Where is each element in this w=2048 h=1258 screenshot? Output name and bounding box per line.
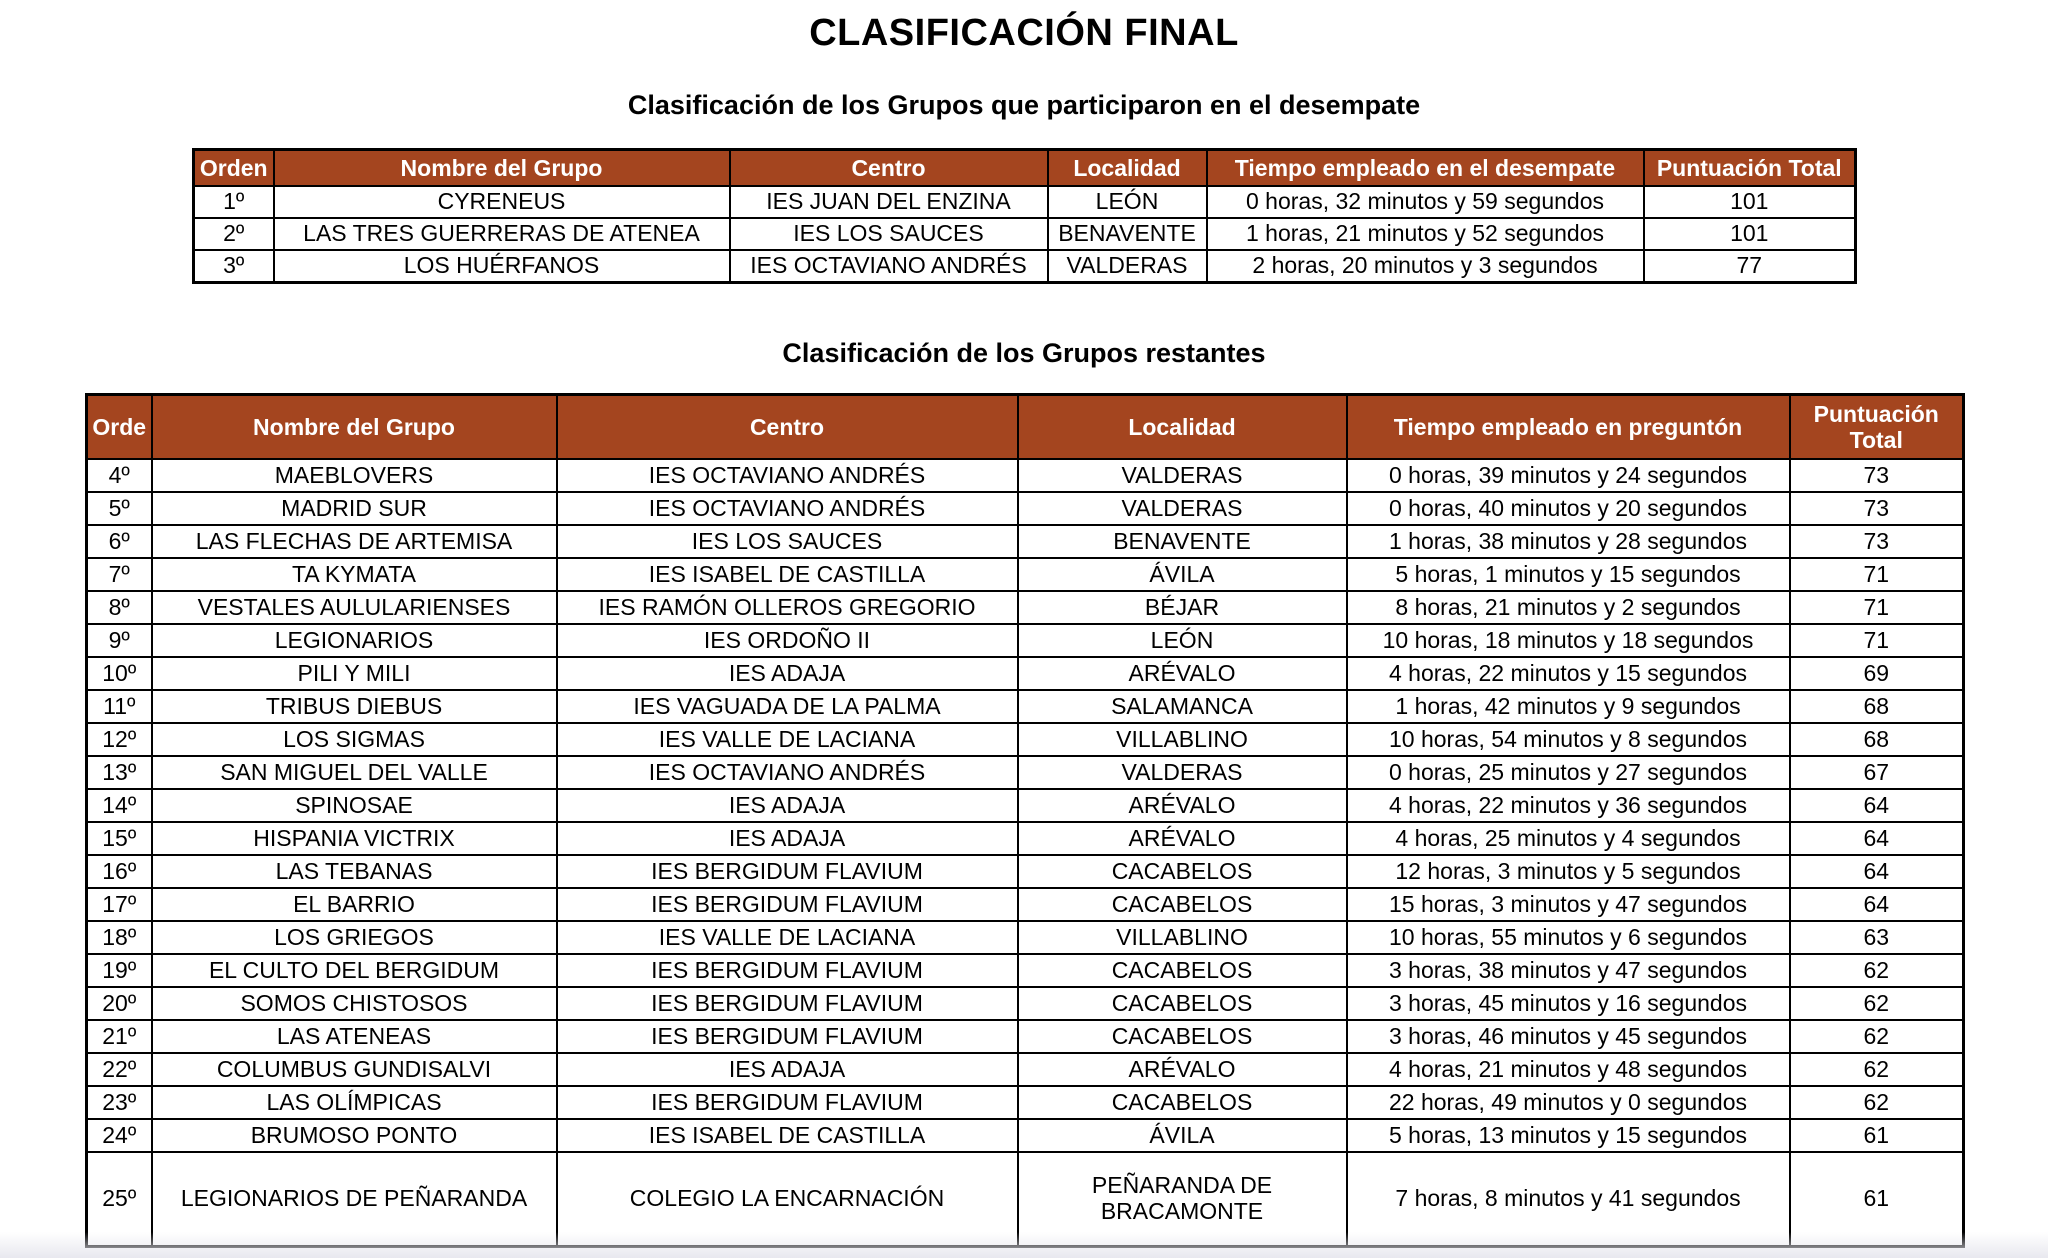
cell-puntuacion-total: 73 [1790, 525, 1964, 558]
cell-nombre-del-grupo: COLUMBUS GUNDISALVI [152, 1053, 557, 1086]
cell-puntuacion-total: 64 [1790, 888, 1964, 921]
cell-localidad: VALDERAS [1018, 756, 1347, 789]
cell-centro: IES BERGIDUM FLAVIUM [557, 888, 1018, 921]
cell-localidad: BÉJAR [1018, 591, 1347, 624]
table-row [87, 888, 1964, 921]
cell-orden: 11º [87, 690, 152, 723]
cell-localidad: ÁVILA [1018, 1119, 1347, 1152]
cell-orden: 21º [87, 1020, 152, 1053]
column-header-orden: Orden [194, 150, 274, 187]
cell-tiempo: 0 horas, 25 minutos y 27 segundos [1347, 756, 1790, 789]
tiebreak-results-table [192, 148, 1857, 284]
cell-centro: IES ORDOÑO II [557, 624, 1018, 657]
cell-puntuacion-total: 62 [1790, 1086, 1964, 1119]
cell-puntuacion-total: 64 [1790, 789, 1964, 822]
column-header-tiempo: Tiempo empleado en el desempate [1207, 150, 1644, 187]
cell-tiempo: 5 horas, 1 minutos y 15 segundos [1347, 558, 1790, 591]
cell-puntuacion-total: 71 [1790, 624, 1964, 657]
cell-puntuacion-total: 62 [1790, 954, 1964, 987]
cell-orden: 6º [87, 525, 152, 558]
cell-puntuacion-total: 101 [1644, 186, 1856, 218]
table-row [87, 921, 1964, 954]
cell-nombre-del-grupo: MADRID SUR [152, 492, 557, 525]
cell-localidad: ARÉVALO [1018, 789, 1347, 822]
table-row [87, 723, 1964, 756]
cell-orden: 12º [87, 723, 152, 756]
cell-puntuacion-total: 64 [1790, 822, 1964, 855]
cell-tiempo: 0 horas, 40 minutos y 20 segundos [1347, 492, 1790, 525]
cell-centro: IES JUAN DEL ENZINA [730, 186, 1048, 218]
cell-nombre-del-grupo: VESTALES AULULARIENSES [152, 591, 557, 624]
cell-tiempo: 10 horas, 18 minutos y 18 segundos [1347, 624, 1790, 657]
cell-localidad: ARÉVALO [1018, 822, 1347, 855]
cell-localidad: LEÓN [1018, 624, 1347, 657]
cell-nombre-del-grupo: TA KYMATA [152, 558, 557, 591]
cell-nombre-del-grupo: LAS TRES GUERRERAS DE ATENEA [274, 218, 730, 250]
table-row [87, 855, 1964, 888]
cell-puntuacion-total: 63 [1790, 921, 1964, 954]
table-row [87, 459, 1964, 492]
cell-tiempo: 12 horas, 3 minutos y 5 segundos [1347, 855, 1790, 888]
cell-centro: IES BERGIDUM FLAVIUM [557, 954, 1018, 987]
cell-puntuacion-total: 67 [1790, 756, 1964, 789]
cell-nombre-del-grupo: MAEBLOVERS [152, 459, 557, 492]
cell-tiempo: 0 horas, 32 minutos y 59 segundos [1207, 186, 1644, 218]
cell-orden: 23º [87, 1086, 152, 1119]
cell-orden: 17º [87, 888, 152, 921]
column-header-centro: Centro [730, 150, 1048, 187]
cell-nombre-del-grupo: LEGIONARIOS DE PEÑARANDA [152, 1152, 557, 1247]
table-row [87, 591, 1964, 624]
cell-localidad: VALDERAS [1018, 459, 1347, 492]
cell-tiempo: 10 horas, 54 minutos y 8 segundos [1347, 723, 1790, 756]
cell-nombre-del-grupo: EL BARRIO [152, 888, 557, 921]
cell-puntuacion-total: 73 [1790, 492, 1964, 525]
cell-localidad: ARÉVALO [1018, 1053, 1347, 1086]
table-row [87, 690, 1964, 723]
cell-orden: 13º [87, 756, 152, 789]
cell-centro: IES OCTAVIANO ANDRÉS [557, 756, 1018, 789]
cell-nombre-del-grupo: CYRENEUS [274, 186, 730, 218]
cell-puntuacion-total: 71 [1790, 558, 1964, 591]
cell-orden: 19º [87, 954, 152, 987]
remaining-results-table [85, 393, 1965, 1248]
cell-nombre-del-grupo: LAS TEBANAS [152, 855, 557, 888]
cell-centro: IES BERGIDUM FLAVIUM [557, 855, 1018, 888]
cell-localidad: PEÑARANDA DE BRACAMONTE [1018, 1152, 1347, 1247]
column-header-nombre-del-grupo: Nombre del Grupo [274, 150, 730, 187]
cell-orden: 10º [87, 657, 152, 690]
cell-orden: 25º [87, 1152, 152, 1247]
cell-localidad: CACABELOS [1018, 954, 1347, 987]
table-row [87, 1086, 1964, 1119]
cell-puntuacion-total: 62 [1790, 1020, 1964, 1053]
cell-localidad: ARÉVALO [1018, 657, 1347, 690]
remaining-section-subtitle: Clasificación de los Grupos restantes [782, 338, 1266, 368]
cell-localidad: VILLABLINO [1018, 723, 1347, 756]
cell-centro: IES VALLE DE LACIANA [557, 723, 1018, 756]
cell-tiempo: 8 horas, 21 minutos y 2 segundos [1347, 591, 1790, 624]
cell-nombre-del-grupo: LEGIONARIOS [152, 624, 557, 657]
cell-tiempo: 1 horas, 21 minutos y 52 segundos [1207, 218, 1644, 250]
table-row [87, 789, 1964, 822]
cell-orden: 4º [87, 459, 152, 492]
header-row [194, 150, 1856, 187]
cell-centro: IES ADAJA [557, 1053, 1018, 1086]
cell-localidad: CACABELOS [1018, 855, 1347, 888]
cell-centro: IES OCTAVIANO ANDRÉS [730, 250, 1048, 283]
table-row [87, 1119, 1964, 1152]
cell-localidad: VILLABLINO [1018, 921, 1347, 954]
table-row [194, 218, 1856, 250]
cell-nombre-del-grupo: SOMOS CHISTOSOS [152, 987, 557, 1020]
cell-orden: 3º [194, 250, 274, 283]
cell-nombre-del-grupo: BRUMOSO PONTO [152, 1119, 557, 1152]
cell-orden: 15º [87, 822, 152, 855]
cell-orden: 22º [87, 1053, 152, 1086]
tiebreak-section-subtitle: Clasificación de los Grupos que participaron en el desempate [627, 90, 1421, 120]
table-row [87, 756, 1964, 789]
cell-centro: IES BERGIDUM FLAVIUM [557, 1086, 1018, 1119]
cell-centro: IES BERGIDUM FLAVIUM [557, 987, 1018, 1020]
cell-centro: IES VALLE DE LACIANA [557, 921, 1018, 954]
cell-orden: 16º [87, 855, 152, 888]
cell-localidad: LEÓN [1048, 186, 1207, 218]
cell-nombre-del-grupo: LAS ATENEAS [152, 1020, 557, 1053]
table-row [87, 624, 1964, 657]
column-header-tiempo: Tiempo empleado en preguntón [1347, 395, 1790, 460]
cell-centro: IES ISABEL DE CASTILLA [557, 1119, 1018, 1152]
cell-nombre-del-grupo: LAS OLÍMPICAS [152, 1086, 557, 1119]
cell-localidad: BENAVENTE [1048, 218, 1207, 250]
cell-localidad: ÁVILA [1018, 558, 1347, 591]
cell-nombre-del-grupo: TRIBUS DIEBUS [152, 690, 557, 723]
cell-tiempo: 2 horas, 20 minutos y 3 segundos [1207, 250, 1644, 283]
cell-centro: COLEGIO LA ENCARNACIÓN [557, 1152, 1018, 1247]
cell-tiempo: 4 horas, 22 minutos y 36 segundos [1347, 789, 1790, 822]
cell-centro: IES ADAJA [557, 657, 1018, 690]
cell-nombre-del-grupo: SPINOSAE [152, 789, 557, 822]
cell-orden: 9º [87, 624, 152, 657]
header-row [87, 395, 1964, 460]
cell-tiempo: 4 horas, 22 minutos y 15 segundos [1347, 657, 1790, 690]
cell-puntuacion-total: 71 [1790, 591, 1964, 624]
cell-localidad: VALDERAS [1048, 250, 1207, 283]
table-row [87, 492, 1964, 525]
cell-orden: 20º [87, 987, 152, 1020]
cell-orden: 7º [87, 558, 152, 591]
cell-nombre-del-grupo: LOS SIGMAS [152, 723, 557, 756]
cell-localidad: CACABELOS [1018, 1086, 1347, 1119]
cell-centro: IES ADAJA [557, 822, 1018, 855]
column-header-puntuacion-total: Puntuación Total [1644, 150, 1856, 187]
cell-centro: IES VAGUADA DE LA PALMA [557, 690, 1018, 723]
cell-nombre-del-grupo: EL CULTO DEL BERGIDUM [152, 954, 557, 987]
cell-orden: 1º [194, 186, 274, 218]
column-header-orden: Orde [87, 395, 152, 460]
column-header-puntuacion-total: Puntuación Total [1790, 395, 1964, 460]
page-title: CLASIFICACIÓN FINAL [809, 12, 1239, 54]
cell-tiempo: 4 horas, 21 minutos y 48 segundos [1347, 1053, 1790, 1086]
cell-nombre-del-grupo: LAS FLECHAS DE ARTEMISA [152, 525, 557, 558]
cell-centro: IES LOS SAUCES [557, 525, 1018, 558]
cell-puntuacion-total: 64 [1790, 855, 1964, 888]
cell-orden: 18º [87, 921, 152, 954]
table-row [87, 1020, 1964, 1053]
cell-orden: 14º [87, 789, 152, 822]
cell-puntuacion-total: 62 [1790, 1053, 1964, 1086]
cell-nombre-del-grupo: LOS GRIEGOS [152, 921, 557, 954]
cell-orden: 5º [87, 492, 152, 525]
cell-puntuacion-total: 68 [1790, 690, 1964, 723]
column-header-nombre-del-grupo: Nombre del Grupo [152, 395, 557, 460]
cell-orden: 2º [194, 218, 274, 250]
cell-tiempo: 22 horas, 49 minutos y 0 segundos [1347, 1086, 1790, 1119]
cell-nombre-del-grupo: HISPANIA VICTRIX [152, 822, 557, 855]
cell-centro: IES LOS SAUCES [730, 218, 1048, 250]
table-row [87, 987, 1964, 1020]
cell-puntuacion-total: 73 [1790, 459, 1964, 492]
cell-puntuacion-total: 77 [1644, 250, 1856, 283]
table-row [87, 1053, 1964, 1086]
cell-tiempo: 1 horas, 42 minutos y 9 segundos [1347, 690, 1790, 723]
cell-centro: IES ISABEL DE CASTILLA [557, 558, 1018, 591]
cell-localidad: CACABELOS [1018, 987, 1347, 1020]
cell-centro: IES OCTAVIANO ANDRÉS [557, 492, 1018, 525]
cell-tiempo: 5 horas, 13 minutos y 15 segundos [1347, 1119, 1790, 1152]
column-header-centro: Centro [557, 395, 1018, 460]
cell-tiempo: 3 horas, 45 minutos y 16 segundos [1347, 987, 1790, 1020]
cell-nombre-del-grupo: SAN MIGUEL DEL VALLE [152, 756, 557, 789]
cell-puntuacion-total: 101 [1644, 218, 1856, 250]
cell-nombre-del-grupo: LOS HUÉRFANOS [274, 250, 730, 283]
cell-tiempo: 0 horas, 39 minutos y 24 segundos [1347, 459, 1790, 492]
table-row [194, 186, 1856, 218]
cell-orden: 8º [87, 591, 152, 624]
cell-puntuacion-total: 62 [1790, 987, 1964, 1020]
cell-tiempo: 15 horas, 3 minutos y 47 segundos [1347, 888, 1790, 921]
cell-centro: IES BERGIDUM FLAVIUM [557, 1020, 1018, 1053]
cell-tiempo: 4 horas, 25 minutos y 4 segundos [1347, 822, 1790, 855]
cell-localidad: CACABELOS [1018, 1020, 1347, 1053]
cell-puntuacion-total: 69 [1790, 657, 1964, 690]
cell-puntuacion-total: 68 [1790, 723, 1964, 756]
cell-localidad: VALDERAS [1018, 492, 1347, 525]
cell-nombre-del-grupo: PILI Y MILI [152, 657, 557, 690]
column-header-localidad: Localidad [1048, 150, 1207, 187]
cell-tiempo: 1 horas, 38 minutos y 28 segundos [1347, 525, 1790, 558]
table-row [87, 657, 1964, 690]
table-row [87, 822, 1964, 855]
cell-puntuacion-total: 61 [1790, 1119, 1964, 1152]
table-row [87, 954, 1964, 987]
table-row [87, 1152, 1964, 1247]
cell-puntuacion-total: 61 [1790, 1152, 1964, 1247]
cell-localidad: SALAMANCA [1018, 690, 1347, 723]
cell-centro: IES ADAJA [557, 789, 1018, 822]
column-header-localidad: Localidad [1018, 395, 1347, 460]
table-row [87, 525, 1964, 558]
cell-tiempo: 7 horas, 8 minutos y 41 segundos [1347, 1152, 1790, 1247]
cell-tiempo: 10 horas, 55 minutos y 6 segundos [1347, 921, 1790, 954]
cell-tiempo: 3 horas, 38 minutos y 47 segundos [1347, 954, 1790, 987]
table-row [87, 558, 1964, 591]
cell-tiempo: 3 horas, 46 minutos y 45 segundos [1347, 1020, 1790, 1053]
cell-centro: IES RAMÓN OLLEROS GREGORIO [557, 591, 1018, 624]
table-row [194, 250, 1856, 283]
cell-localidad: BENAVENTE [1018, 525, 1347, 558]
cell-orden: 24º [87, 1119, 152, 1152]
cell-localidad: CACABELOS [1018, 888, 1347, 921]
cell-centro: IES OCTAVIANO ANDRÉS [557, 459, 1018, 492]
